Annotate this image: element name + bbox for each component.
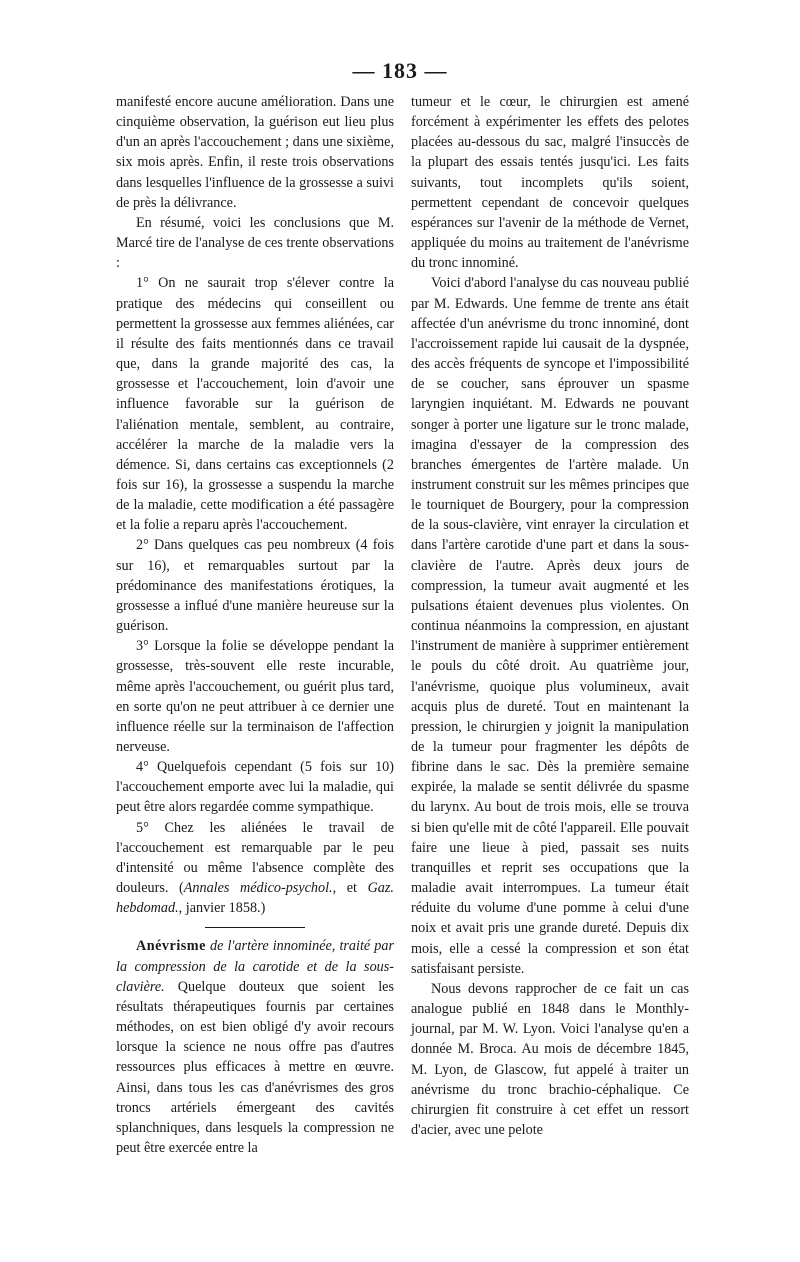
citation: Annales médico-psychol.	[183, 880, 333, 897]
page-number: — 183 —	[352, 58, 448, 83]
paragraph-text: , janvier 1858.)	[178, 900, 266, 917]
citation: Gaz. hebdomad.	[116, 880, 394, 917]
paragraph: 2° Dans quelques cas peu nombreux (4 fois sur 16), et remarquables surtout par la prédominance des manifestations érotiques, la grossesse a influé d'une manière heureuse sur la guérison.	[116, 537, 394, 635]
left-column	[116, 92, 394, 1158]
section-divider	[205, 927, 305, 928]
paragraph: En résumé, voici les conclusions que M. Marcé tire de l'analyse de ces trente observations :	[116, 214, 394, 272]
paragraph: 4° Quelquefois cependant (5 fois sur 10) l'accouchement emporte avec lui la maladie, qui peut être alors regardée comme sympathique.	[116, 759, 394, 816]
section-heading: Anévrisme	[136, 938, 206, 955]
paragraph: Nous devons rapprocher de ce fait un cas analogue publié en 1848 dans le Monthly-journal, par M. W. Lyon. Voici l'analyse qu'en a donnée M. Broca. Au mois de décembre 1845, M. Lyon, de Glascow, fut appelé à traiter un anévrisme du tronc brachio-céphalique. Ce chirurgien fit construire à cet effet un ressort d'acier, avec une pelote	[411, 980, 689, 1138]
paragraph-text: Quelque douteux que soient les résultats thérapeutiques fournis par certaines méthodes, on est bien obligé d'y avoir recours lorsque la science ne nous offre pas d'autres ressources plus efficaces à mettre en œuvre. Ainsi, dans tous les cas d'anévrismes des gros troncs artériels émergeant des cavités splanchniques, dans lesquels la compression ne peut être exercée entre la	[116, 978, 394, 1156]
paragraph: 3° Lorsque la folie se développe pendant la grossesse, très-souvent elle reste incurable, même après l'accouchement, ou guérit plus tard, en sorte qu'on ne peut attribuer à ce dernier une influence réelle sur la terminaison de l'affection nerveuse.	[116, 638, 394, 755]
paragraph: tumeur et le cœur, le chirurgien est amené forcément à expérimenter les effets des pelotes placées au-dessous du sac, malgré l'insuccès de la plupart des essais tentés jusqu'ici. Les faits suivants, tout incomplets qu'ils soient, permettent cependant de concevoir quelques espérances sur l'avenir de la méthode de Vernet, appliquée du moins au traitement de l'anévrisme du tronc innominé.	[411, 94, 689, 272]
paragraph	[116, 818, 394, 919]
paragraph-text: 5° Chez les aliénées le travail de l'accouchement est remarquable par le peu d'intensité ou même l'absence complète des douleurs. (	[116, 819, 394, 897]
paragraph	[116, 936, 394, 1158]
paragraph-text: , et	[332, 880, 368, 897]
paragraph: manifesté encore aucune amélioration. Dans une cinquième observation, la guérison eut lieu plus d'un an après l'accouchement ; dans une sixième, six mois après. Enfin, il reste trois observations dans lesquelles l'influence de la grossesse a suivi de près la délivrance.	[116, 94, 394, 211]
paragraph: Voici d'abord l'analyse du cas nouveau publié par M. Edwards. Une femme de trente ans était affectée d'un anévrisme du tronc innominé, dont l'accroissement rapide lui causait de la dyspnée, des accès fréquents de syncope et l'impossibilité de se coucher, sans éprouver un spasme laryngien inquiétant. M. Edwards ne pouvant songer à porter une ligature sur le tronc malade, imagina d'essayer de la compression des branches émergentes de l'artère malade. Un instrument construit sur les mêmes principes que le tourniquet de Bourgery, pour la compression de la sous-clavière, vint enrayer la circulation et dans l'artère carotide d'une part et dans la sous-clavière de l'autre. Après deux jours de compression, la tumeur avait augmenté et les pulsations étaient devenues plus violentes. On continua néanmoins la compression, en ajustant l'instrument de manière à supprimer entièrement le pouls du côté droit. Au quatrième jour, l'anévrisme, quoique plus volumineux, avait acquis plus de dureté. Tout en maintenant la pression, le chirurgien y joignit la manipulation de la tumeur pour fragmenter les dépôts de fibrine dans le sac. Dès la première semaine expirée, la malade se sentit délivrée du spasme du larynx. Au bout de trois mois, elle se trouva si bien qu'elle mit de côté l'appareil. Elle pouvait faire une lieue à pied, passait ses nuits tranquilles et reprit ses occupations que la maladie avait interrompues. La tumeur était réduite du volume d'une pomme à celui d'une noix et avait pris une grande dureté. Depuis dix mois, elle a cessé la compression et son état satisfaisant persiste.	[411, 275, 689, 977]
right-column	[411, 92, 689, 1140]
section-subtitle: de l'artère innominée, traité par la compression de la carotide et de la sous-clavière.	[116, 938, 394, 995]
paragraph: 1° On ne saurait trop s'élever contre la pratique des médecins qui conseillent ou permettent la grossesse aux femmes aliénées, car il résulte des faits mentionnés dans ce travail que, dans la grande majorité des cas, la grossesse et l'accouchement, loin d'avoir une influence favorable sur la guérison de l'aliénation mentale, semblent, au contraire, accélérer la marche de la maladie vers la démence. Si, dans certains cas exceptionnels (2 fois sur 16), la grossesse a suspendu la marche de la maladie, cette modification a été passagère et la folie a reparu après l'accouchement.	[116, 275, 394, 534]
